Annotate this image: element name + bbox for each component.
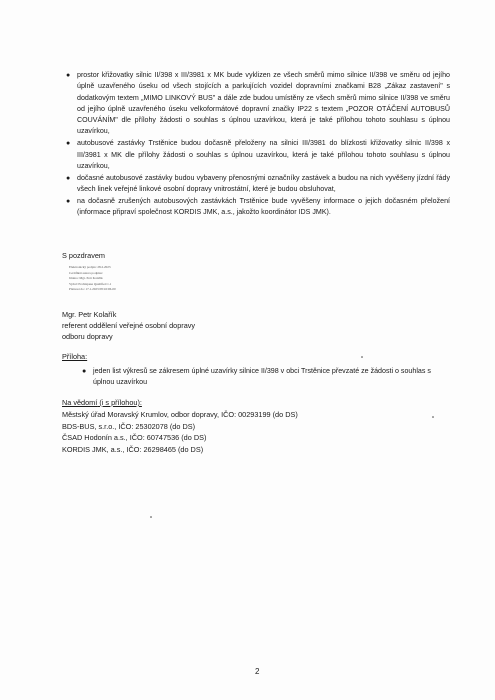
recipients-list (62, 409, 298, 455)
list-item-text: na dočasně zrušených autobusových zastávkách Trstěnice bude vyvěšeny informace o jejich dočasném přeložení (informace připraví společnost KORDIS JMK, a.s., jakožto koordinátor IDS JMK). (77, 196, 450, 217)
signature-line: Certifikát autora podpisu: (69, 270, 103, 275)
signer-role: referent oddělení veřejné osobní dopravy (62, 321, 196, 331)
conditions-list (66, 70, 450, 219)
electronic-signature-stamp (69, 265, 139, 293)
list-item-text: dočasné autobusové zastávky budou vybaveny přenosnými označníky zastávek a budou na nich vyvěšeny jízdní řády všech linek veřejné linkové osobní dopravy vnitrostátní, které je budou obsluhovat, (77, 173, 450, 193)
attachment-item (82, 366, 451, 389)
bullet-icon: ● (66, 197, 71, 205)
signature-line: Jméno: Mgr. Petr Kolařík (69, 276, 103, 281)
signature-line: Platnost do: 17.1.2023 08:16:06-00 (69, 287, 116, 292)
signature-line: Elektronický podpis: 28.2.2023 (69, 265, 111, 269)
signer-department: odboru dopravy (62, 332, 113, 342)
recipient: ČSAD Hodonín a.s., IČO: 60747536 (do DS) (62, 433, 207, 442)
attachment-text: jeden list výkresů se zákresem úplné uzavírky silnice II/398 v obci Trstěnice převzaté ze žádosti o souhlas s úplnou uzavírkou (93, 367, 431, 387)
bullet-icon: ● (66, 72, 71, 79)
signer-block (62, 309, 195, 343)
scan-speck (432, 416, 434, 418)
notice-heading-note: (i s přílohou): (97, 398, 142, 407)
notice-heading (62, 398, 142, 407)
bullet-icon: ● (66, 140, 71, 148)
recipient: BDS-BUS, s.r.o., IČO: 25302078 (do DS) (62, 421, 196, 431)
list-item (66, 70, 450, 138)
greeting: S pozdravem (62, 251, 105, 260)
notice-heading-label: Na vědomí (62, 398, 98, 407)
bullet-icon: ● (82, 367, 87, 375)
signature-line: Vydal: Prohlapuse Qualified 1.1 (69, 281, 112, 286)
list-item (66, 173, 450, 196)
list-item-text: autobusové zastávky Trstěnice budou dočasně přeloženy na silnici III/3981 do blízkosti křižovatky silnic II/398 x III/3981 x MK dle přílohy žádosti o souhlas s úplnou uzavírkou, která je také přílohou tohoto souhlasu s úplnou uzavírkou, (77, 139, 450, 170)
scan-speck (361, 356, 363, 358)
recipient: Městský úřad Moravský Krumlov, odbor dopravy, IČO: 00293199 (do DS) (62, 410, 298, 419)
signer-name: Mgr. Petr Kolařík (62, 310, 117, 319)
bullet-icon: ● (66, 174, 71, 182)
page-number: 2 (255, 667, 260, 676)
list-item (66, 196, 450, 219)
recipient: KORDIS JMK, a.s., IČO: 26298465 (do DS) (62, 444, 204, 454)
attachment-heading: Příloha: (62, 352, 88, 361)
list-item-text: prostor křižovatky silnic II/398 x III/3981 x MK bude vyklizen ze všech směrů mimo silnice II/398 ve směru od jejího úplně uzavřeného úseku od všech stojících a parkujících vozidel dopravními značkami B28 „Zákaz zastavení" s dodatkovým textem „MIMO LINKOVÝ BUS" a dále zde budou umístěny ze všech směrů mimo silnice II/398 ve směru od jejího úplně uzavřeného úseku velkoformátové dopravní značky IP22 s textem „POZOR OTÁČENÍ AUTOBUSŮ COUVÁNÍM" dle přílohy žádosti o souhlas s úplnou uzavírkou, která je také přílohou tohoto souhlasu s úplnou uzavírkou, (77, 71, 450, 136)
list-item (66, 138, 450, 172)
scan-speck (150, 516, 152, 518)
